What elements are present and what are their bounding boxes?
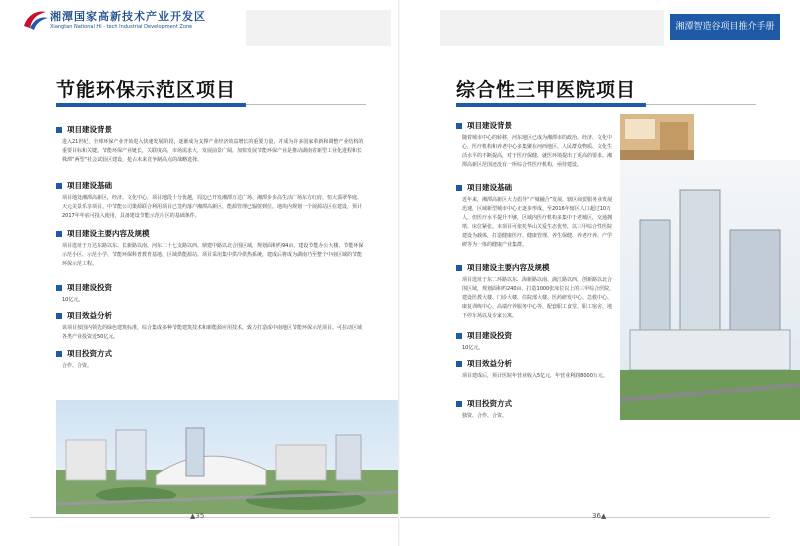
section-body: 随着城市中心的转移，河东地区已成为湘潭市的政治、经济、文化中心，医疗机构和养老中心多集聚在河西地区。人民群众物质、文化生活水平的不断提高，对于医疗保健、就医环境提出了更高的要求。湘潭高新区范围还没有一所综合性医疗机构，亟待建设。 — [462, 135, 613, 168]
section-heading: 项目效益分析 — [467, 359, 512, 368]
page-title: 综合性三甲医院项目 — [456, 79, 637, 101]
title-rule — [646, 104, 756, 105]
section-heading: 项目投资方式 — [67, 349, 112, 358]
bullet-square-icon — [456, 123, 462, 129]
section-body: 项目地处湘潭高新区，经济、文化中心，项目地段十分优越，周边已开发湘潭万达广场、湘潭步步高生活广场东方红府、恒大翡翠华庭、天元美景乐享项目。中节能公司策源联合利用项目已签约落户湘潭高新区，能源管理已辐射到位。地块内规划一个展源站区在建设，预计2017年年底可投入使用，具备建设节能示范片区的基础条件。 — [62, 195, 363, 219]
section-heading: 项目建设投资 — [67, 283, 112, 292]
title-rule — [246, 104, 366, 105]
title-underline — [456, 103, 646, 107]
page-number: ▲35 — [190, 512, 205, 520]
section-heading: 项目建设主要内容及规模 — [67, 229, 150, 238]
section-heading: 项目投资方式 — [467, 399, 512, 408]
page-title: 节能环保示范区项目 — [56, 79, 237, 101]
section-heading: 项目效益分析 — [67, 311, 112, 320]
bullet-square-icon — [56, 127, 62, 133]
org-name-cn: 湘潭国家高新技术产业开发区 — [50, 10, 206, 23]
header-band — [243, 10, 391, 46]
section-heading: 项目建设投资 — [467, 331, 512, 340]
bullet-square-icon — [56, 285, 62, 291]
section-background — [56, 124, 366, 165]
section-benefits — [56, 310, 366, 342]
section-investment — [56, 282, 366, 305]
section-body: 10亿元。 — [462, 345, 484, 351]
section-heading: 项目建设基础 — [67, 181, 112, 190]
section-body: 进入21世纪，全球环保产业开始进入快速发展阶段，逐渐成为支撑产业经济效益增长的重要力量，并成为许多国家革新和调整产业结构的重要目标和关键。节能环保产业链长，关联度高，市场需求大，发展前景广阔。加快发展节能环保产业是推动湖南省新型工业化进程和长株潭“两型”社会试验区建设，抢占未来竞争制高点的战略选择。 — [62, 139, 364, 163]
section-body: 独资、合作、合资。 — [462, 413, 508, 419]
bullet-square-icon — [456, 333, 462, 339]
section-foundation — [56, 180, 366, 221]
footer-rule — [400, 517, 770, 518]
section-scope — [456, 262, 616, 321]
hospital-lobby-photo — [620, 114, 694, 160]
bullet-square-icon — [56, 183, 62, 189]
section-body: 项目选址于东二环路以东、海新路以南、滴江路以西、创新路以北合围区域，规划面积约240亩，打造1000张床位以上的三甲综合医院，建设医教大楼、门诊大楼、住院部大楼、医药研发中心、急救中心、康复训练中心、高端疗养服务中心等，配套职工食堂、职工宿舍、地下停车场以及专家公寓。 — [462, 277, 615, 319]
header-band — [440, 10, 664, 46]
section-heading: 项目建设背景 — [467, 121, 512, 130]
page-number: 36▲ — [592, 512, 607, 520]
section-foundation — [456, 182, 616, 250]
section-scope — [56, 228, 366, 269]
section-body: 合作、合资。 — [62, 363, 93, 369]
bullet-square-icon — [56, 313, 62, 319]
section-background — [456, 120, 616, 170]
section-body: 近年来，湘潭高新区大力倡导“产城融合”发展，辖区商贸服务业发展迅速，区域新型城市中心正逐步形成。至2016年辖区人口超过10万人，但医疗水平提升不够，区域内医疗机构多集中于老城区，交通拥堵、床位紧张。本项目可依托华山关爱生态优势，以三甲综合性医院建设为载体，打造健康医疗、健康管理、养生保健、养老疗养、产学研等为一体的健康产业集群。 — [462, 197, 613, 248]
bullet-square-icon — [56, 351, 62, 357]
title-underline — [56, 103, 246, 107]
section-heading: 项目建设背景 — [67, 125, 112, 134]
bullet-square-icon — [456, 401, 462, 407]
bullet-square-icon — [56, 231, 62, 237]
section-mode — [56, 348, 366, 371]
hospital-complex-rendering — [620, 160, 800, 420]
zone-logo-icon — [20, 6, 50, 32]
brochure-tag: 湘潭智造谷项目推介手册 — [670, 14, 780, 40]
org-name-en: Xiangtan National Hi - tech Industrial Development Zone — [50, 24, 193, 30]
footer-rule — [30, 517, 400, 518]
section-heading: 项目建设主要内容及规模 — [467, 263, 550, 272]
section-body: 项目建成后，预计医院年营业收入5亿元，年营业利润8000万元。 — [462, 373, 608, 379]
bullet-square-icon — [456, 361, 462, 367]
bullet-square-icon — [456, 185, 462, 191]
section-heading: 项目建设基础 — [467, 183, 512, 192]
section-body: 该项目按国内领先的绿色建筑标准，综合集成多种节能建筑技术和新能源应用技术，致力打造成中南地区节能环保示范项目。可拉动区域各类产业投资近50亿元。 — [62, 325, 363, 340]
right-page — [400, 0, 800, 546]
eco-park-rendering — [56, 400, 400, 514]
section-body: 10亿元。 — [62, 297, 84, 303]
bullet-square-icon — [456, 265, 462, 271]
section-body: 项目选址于万达东路以东、长新路以南、河东二十七支路以西、鼎建中路以北合围区域，规划面积约94亩，建设节能办公大楼、节能环保示范小区、示范小学、节能环保科普教育基地、区域供能源站。项目采用集中供冷供热系统，建成后将成为湖南乃至整个中南区域的节能环保示范工程。 — [62, 243, 364, 267]
